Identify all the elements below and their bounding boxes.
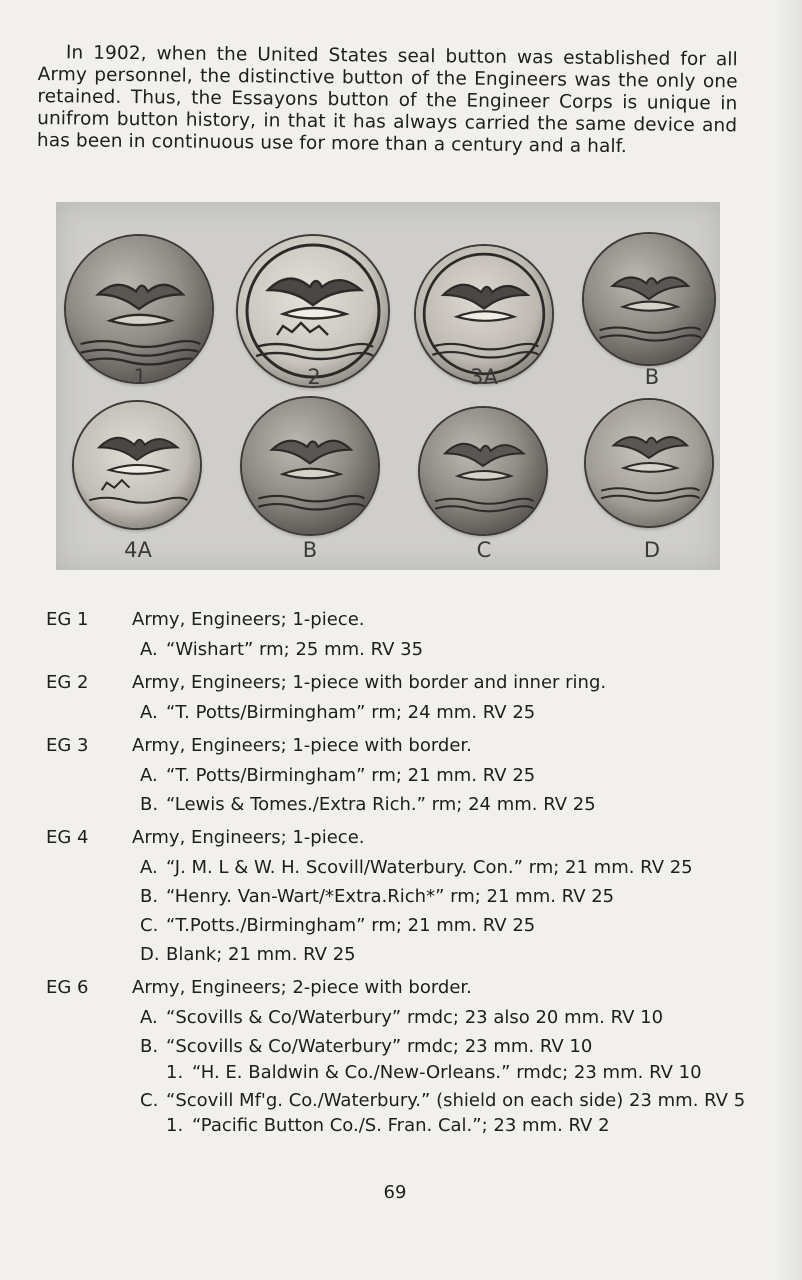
item-letter: A. [140, 702, 158, 723]
entry-code: EG 6 [46, 977, 89, 998]
item-text: “Scovill Mf'g. Co./Waterbury.” (shield on each side) 23 mm. RV 5 [166, 1090, 746, 1111]
item-letter: A. [140, 857, 158, 878]
catalog-entry [46, 822, 766, 969]
item-letter: B. [140, 1036, 159, 1057]
entry-item [132, 911, 766, 940]
eagle-button-icon [584, 234, 714, 364]
entry-heading: Army, Engineers; 1-piece with border. [132, 735, 472, 756]
subitem-text: “H. E. Baldwin & Co./New-Orleans.” rmdc; 23 mm. RV 10 [192, 1062, 702, 1083]
item-letter: C. [140, 915, 159, 936]
entry-item [132, 1003, 766, 1032]
entry-item [132, 1088, 766, 1114]
button-photo-plate [56, 202, 720, 570]
item-letter: B. [140, 886, 159, 907]
item-text: Blank; 21 mm. RV 25 [166, 944, 356, 965]
eagle-button-icon [242, 398, 378, 534]
button-label: C [476, 538, 492, 562]
catalog-entry [46, 730, 766, 819]
item-letter: A. [140, 1007, 158, 1028]
button-photo-4A [74, 402, 200, 528]
button-photo-B-bottom [242, 398, 378, 534]
button-label: B [302, 538, 318, 562]
entry-item [132, 1032, 766, 1061]
entry-code: EG 3 [46, 735, 89, 756]
entry-code: EG 2 [46, 672, 89, 693]
entry-item [132, 635, 766, 664]
entry-heading: Army, Engineers; 1-piece. [132, 827, 365, 848]
item-text: “T.Potts./Birmingham” rm; 21 mm. RV 25 [166, 915, 536, 936]
item-text: “Henry. Van-Wart/*Extra.Rich*” rm; 21 mm. RV 25 [166, 886, 615, 907]
button-photo-C [420, 408, 546, 534]
item-text: “Scovills & Co/Waterbury” rmdc; 23 mm. RV 10 [166, 1036, 593, 1057]
item-letter: B. [140, 794, 159, 815]
subitem-number: 1. [166, 1062, 184, 1083]
eagle-button-icon [74, 402, 200, 528]
catalog-entry [46, 667, 766, 727]
item-letter: C. [140, 1090, 159, 1111]
subitem-text: “Pacific Button Co./S. Fran. Cal.”; 23 mm. RV 2 [192, 1115, 610, 1136]
eagle-button-icon [586, 400, 712, 526]
entry-heading: Army, Engineers; 2-piece with border. [132, 977, 472, 998]
eagle-button-icon [416, 246, 552, 382]
item-text: “Scovills & Co/Waterbury” rmdc; 23 also 20 mm. RV 10 [166, 1007, 664, 1028]
button-photo-B-top [584, 234, 714, 364]
entry-item [132, 882, 766, 911]
item-text: “J. M. L & W. H. Scovill/Waterbury. Con.” rm; 21 mm. RV 25 [166, 857, 693, 878]
catalog-entry [46, 604, 766, 664]
button-label: B [644, 365, 660, 389]
button-label: 1 [133, 365, 147, 389]
item-text: “Lewis & Tomes./Extra Rich.” rm; 24 mm. RV 25 [166, 794, 596, 815]
button-photo-2 [238, 236, 388, 386]
eagle-button-icon [420, 408, 546, 534]
button-photo-1 [66, 236, 212, 382]
entry-item [132, 790, 766, 819]
button-photo-D [586, 400, 712, 526]
item-text: “Wishart” rm; 25 mm. RV 35 [166, 639, 424, 660]
catalog-entries [46, 604, 766, 1141]
item-letter: A. [140, 639, 158, 660]
button-label: D [643, 538, 661, 562]
entry-heading: Army, Engineers; 1-piece with border and inner ring. [132, 672, 607, 693]
button-photo-3A [416, 246, 552, 382]
page-edge-shadow [774, 0, 802, 1280]
catalog-entry [46, 972, 766, 1138]
entry-subitem [166, 1114, 766, 1138]
button-label: 3A [470, 365, 498, 389]
entry-subitem [166, 1061, 766, 1085]
entry-code: EG 1 [46, 609, 89, 630]
item-letter: A. [140, 765, 158, 786]
item-letter: D. [140, 944, 160, 965]
page-number: 69 [383, 1182, 407, 1203]
item-text: “T. Potts/Birmingham” rm; 21 mm. RV 25 [166, 765, 536, 786]
entry-heading: Army, Engineers; 1-piece. [132, 609, 365, 630]
item-text: “T. Potts/Birmingham” rm; 24 mm. RV 25 [166, 702, 536, 723]
entry-code: EG 4 [46, 827, 89, 848]
intro-paragraph: In 1902, when the United States seal button was established for all Army personnel, the distinctive button of the Engineers was the only one retained. Thus, the Essayons button of the Engineer Corps is unique in unifrom button history, in that it has always carried the same device and has been in continuous use for more than a century and a half. [36, 42, 738, 158]
eagle-button-icon [238, 236, 388, 386]
entry-item [132, 761, 766, 790]
button-label: 2 [307, 365, 321, 389]
button-label: 4A [124, 538, 152, 562]
entry-item [132, 940, 766, 969]
entry-item [132, 698, 766, 727]
entry-item [132, 853, 766, 882]
eagle-button-icon [66, 236, 212, 382]
subitem-number: 1. [166, 1115, 184, 1136]
